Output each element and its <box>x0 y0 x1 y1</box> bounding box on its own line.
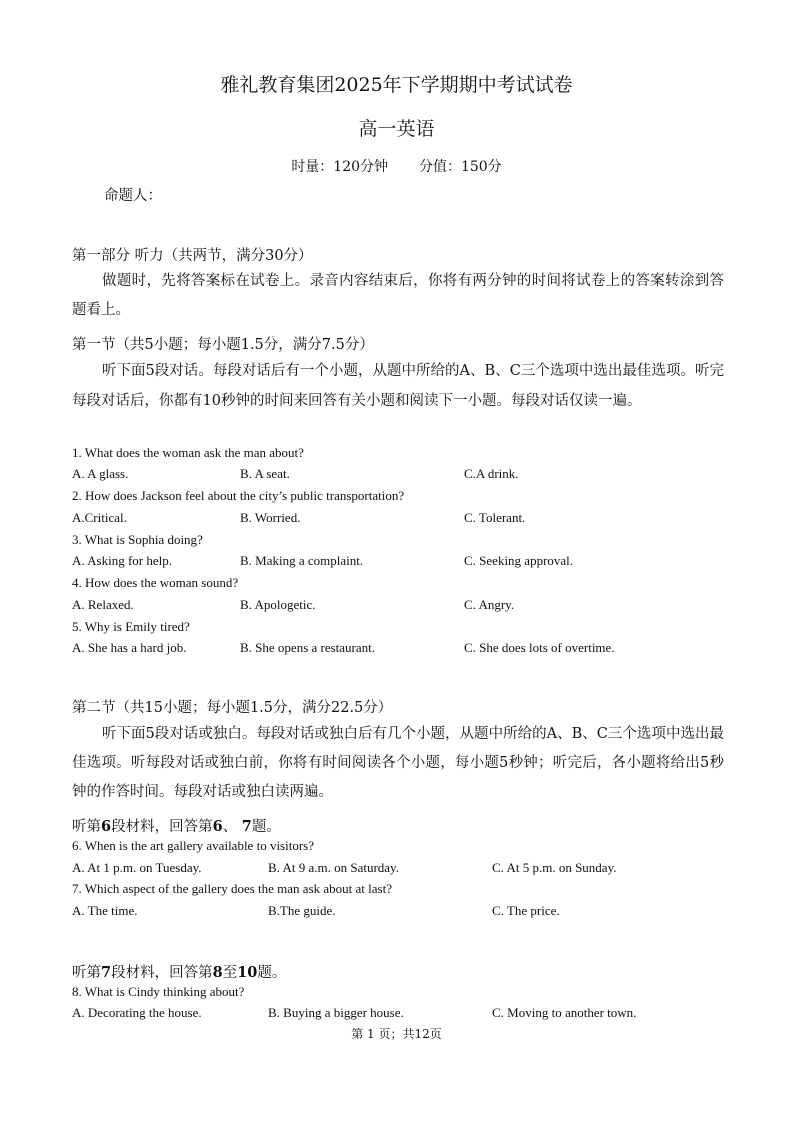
part1-instructions: 做题时，先将答案标在试卷上。录音内容结束后，你将有两分钟的时间将试卷上的答案转涂到答题看上。 <box>72 273 724 318</box>
group6-heading <box>72 815 281 836</box>
option-a: A. Decorating the house. <box>72 1005 202 1020</box>
group-post: 题。 <box>251 819 281 835</box>
page-footer: 第 1 页；共12页 <box>351 1027 442 1041</box>
option-b: B.The guide. <box>268 903 336 918</box>
section1-instructions: 听下面5段对话。每段对话后有一个小题，从题中所给的A、B、C三个选项中选出最佳选项。听完每段对话后，你都有10秒钟的时间来回答有关小题和阅读下一小题。每段对话仅读一遍。 <box>72 363 724 409</box>
option-b: B. At 9 a.m. on Saturday. <box>268 860 399 875</box>
group7-heading <box>72 961 286 982</box>
group-mid: 段材料，回答第 <box>111 819 213 835</box>
group-number: 7 <box>101 964 112 981</box>
question-text: 4. How does the woman sound? <box>72 575 239 590</box>
option-c: C.A drink. <box>464 466 519 481</box>
group-from: 6 <box>212 818 223 835</box>
group-sep: 、 <box>222 819 238 835</box>
option-b: B. Worried. <box>240 510 301 525</box>
option-c: C. Tolerant. <box>464 510 526 525</box>
question-text: 5. Why is Emily tired? <box>72 619 190 634</box>
subject-title: 高一英语 <box>358 118 435 140</box>
option-c: C. The price. <box>492 903 560 918</box>
question-text: 1. What does the woman ask the man about? <box>72 445 304 460</box>
option-a: A. At 1 p.m. on Tuesday. <box>72 860 202 875</box>
option-c: C. She does lots of overtime. <box>464 640 615 655</box>
option-a: A. A glass. <box>72 466 129 481</box>
option-b: B. A seat. <box>240 466 290 481</box>
group-from: 8 <box>212 964 223 981</box>
author-label: 命题人： <box>104 188 162 204</box>
group-post: 题。 <box>257 965 287 981</box>
option-a: A. She has a hard job. <box>72 640 187 655</box>
option-a: A. Relaxed. <box>72 597 134 612</box>
part1-heading: 第一部分 听力（共两节，满分30分） <box>72 248 313 264</box>
exam-title: 雅礼教育集团2025年下学期期中考试试卷 <box>220 74 573 96</box>
option-a: A. Asking for help. <box>72 553 173 568</box>
question-text: 2. How does Jackson feel about the city’s public transportation? <box>72 488 405 503</box>
option-c: C. Angry. <box>464 597 515 612</box>
section2-heading: 第二节（共15小题；每小题1.5分，满分22.5分） <box>72 700 393 716</box>
option-b: B. Apologetic. <box>240 597 316 612</box>
group-to: 7 <box>241 818 252 835</box>
group-sep: 至 <box>222 965 238 981</box>
option-b: B. She opens a restaurant. <box>240 640 376 655</box>
group-pre: 听第 <box>72 965 101 981</box>
exam-meta <box>0 156 793 176</box>
time-label: 时量：120分钟 <box>291 159 389 175</box>
section1-heading: 第一节（共5小题；每小题1.5分，满分7.5分） <box>72 337 374 353</box>
section2-instructions: 听下面5段对话或独白。每段对话或独白后有几个小题，从题中所给的A、B、C三个选项中选出最佳选项。听每段对话或独白前，你将有时间阅读各个小题，每小题5秒钟；听完后，各小题将给出5秒钟的作答时间。每段对话或独白读两遍。 <box>72 726 724 800</box>
option-c: C. Seeking approval. <box>464 553 574 568</box>
option-c: C. Moving to another town. <box>492 1005 637 1020</box>
option-b: B. Making a complaint. <box>240 553 364 568</box>
option-c: C. At 5 p.m. on Sunday. <box>492 860 617 875</box>
group-mid: 段材料，回答第 <box>111 965 213 981</box>
option-a: A.Critical. <box>72 510 127 525</box>
question-text: 6. When is the art gallery available to visitors? <box>72 838 314 853</box>
group-pre: 听第 <box>72 819 101 835</box>
option-a: A. The time. <box>72 903 138 918</box>
group-to: 10 <box>237 964 258 981</box>
question-text: 8. What is Cindy thinking about? <box>72 984 245 999</box>
question-text: 3. What is Sophia doing? <box>72 532 203 547</box>
question-text: 7. Which aspect of the gallery does the man ask about at last? <box>72 881 392 896</box>
option-b: B. Buying a bigger house. <box>268 1005 404 1020</box>
group-number: 6 <box>101 818 112 835</box>
score-label: 分值：150分 <box>418 159 502 175</box>
